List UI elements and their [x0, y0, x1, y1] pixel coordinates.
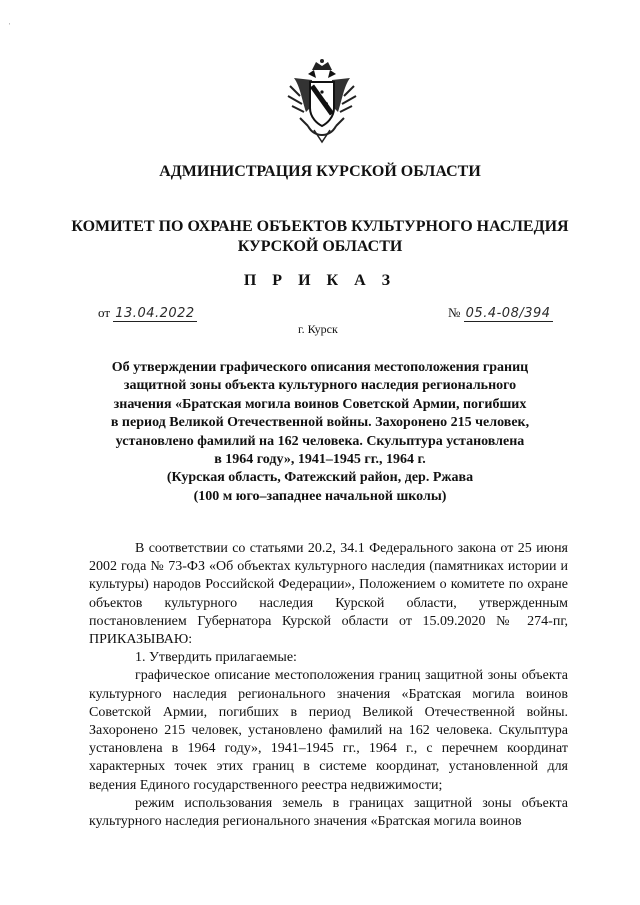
subject-line: Об утверждении графического описания местоположения границ	[111, 360, 529, 375]
coat-of-arms-emblem	[286, 56, 358, 144]
body-paragraph: 1. Утвердить прилагаемые:	[135, 650, 297, 666]
committee-title-line2: КУРСКОЙ ОБЛАСТИ	[237, 238, 403, 255]
number-value: 05.4-08/394	[465, 306, 551, 321]
body-paragraph: режим использования земель в границах защитной зоны объекта культурного наследия регионального значения «Братская могила воинов	[89, 795, 568, 830]
subject-line: установлено фамилий на 162 человека. Скульптура установлена	[115, 433, 525, 449]
city: г. Курск	[298, 322, 338, 336]
committee-title	[60, 217, 580, 257]
date-value: 13.04.2022	[115, 306, 195, 321]
body-paragraph: В соответствии со статьями 20.2, 34.1 Федерального закона от 25 июня 2002 года № 73-ФЗ «Об объектах культурного наследия (памятниках истории и культуры) народов Российской Федерации», Положением о комитете по охране объектов культурного наследия Курской области, утвержденным постановлением Губернатора Курской области от 15.09.2020 № 274-пг, ПРИКАЗЫВАЮ:	[89, 541, 568, 648]
body-paragraph: графическое описание местоположения границ защитной зоны объекта культурного наследия регионального значения «Братская могила воинов Советской Армии, погибших в период Великой Отечественной войны. Захоронено 215 человек, установлено фамилий на 162 человека. Скульптура установлена в 1964 году», 1941–1945 гг., 1964 г., с перечнем координат характерных точек этих границ в системе координат, установленной для ведения Единого государственного реестра недвижимости;	[89, 668, 568, 793]
subject-line: в 1964 году», 1941–1945 гг., 1964 г.	[214, 452, 426, 468]
document-type: П Р И К А З	[243, 272, 397, 289]
scan-mark: ˈ	[8, 22, 11, 31]
subject-line: (100 м юго–западнее начальной школы)	[193, 488, 447, 504]
subject-line: (Курская область, Фатежский район, дер. Ржава	[166, 470, 474, 486]
number-line	[448, 305, 553, 322]
subject-line: в период Великой Отечественной войны. Захоронено 215 человек,	[110, 415, 530, 431]
number-prefix: №	[448, 305, 461, 320]
subject-line: значения «Братская могила воинов Советской Армии, погибших	[113, 396, 527, 412]
date-prefix: от	[98, 305, 111, 320]
order-body	[89, 540, 568, 831]
order-subject	[100, 359, 540, 506]
date-line	[98, 305, 197, 322]
organization-title: АДМИНИСТРАЦИЯ КУРСКОЙ ОБЛАСТИ	[159, 163, 481, 180]
subject-line: защитной зоны объекта культурного наследия регионального	[123, 378, 517, 394]
committee-title-line1: КОМИТЕТ ПО ОХРАНЕ ОБЪЕКТОВ КУЛЬТУРНОГО НАСЛЕДИЯ	[71, 218, 569, 235]
